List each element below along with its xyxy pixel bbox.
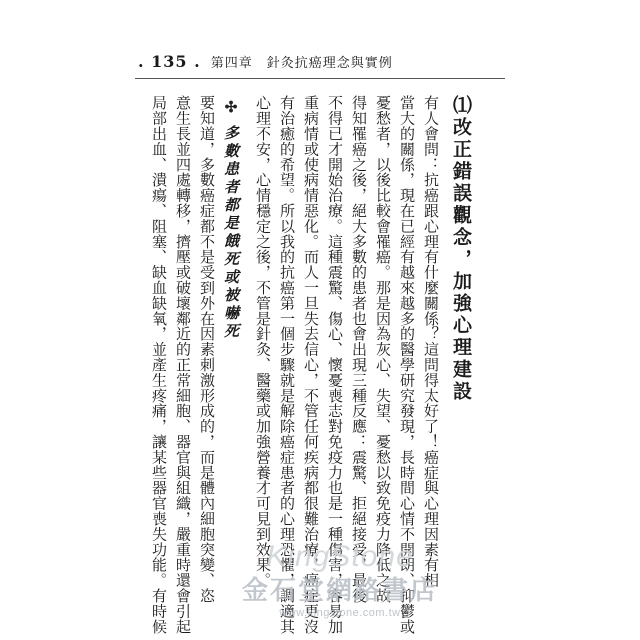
- watermark-brand: KingStone: [266, 540, 414, 573]
- text-column-4: 得知罹癌之後，絕大多數的患者也會出現三種反應：震驚、拒絕接受，最後: [350, 95, 368, 604]
- text-column-9: 要知道，多數癌症都不是受到外在因素刺激形成的，而是體內細胞突變、恣: [198, 95, 216, 604]
- text-column-1: 有人會問：抗癌跟心理有什麼關係？這問得太好了！癌症與心理因素有相: [422, 95, 440, 588]
- sub-heading-text: 多數患者都是餓死或被嚇死: [222, 125, 240, 341]
- text-column-2: 當大的關係，現在已經有越來越多的醫學研究發現，長時間心情不開朗、抑鬱或: [398, 95, 416, 634]
- text-column-7: 有治癒的希望。所以我的抗癌第一個步驟就是解除癌症患者的心理恐懼，調適其: [278, 95, 296, 634]
- watermark-name: 金石堂網路書店: [241, 576, 438, 606]
- sub-heading: [222, 98, 239, 341]
- watermark: [230, 540, 450, 630]
- page-number: . 135 .: [138, 52, 201, 71]
- cross-bullet-icon: ✣: [222, 98, 240, 119]
- text-column-11: 局部出血、潰瘍、阻塞、缺血缺氧，並產生疼痛，讓某些器官喪失功能。有時候: [150, 95, 168, 634]
- text-column-3: 憂愁者，以後比較會罹癌。那是因為灰心、失望、憂愁以致免疫力降低之故: [374, 95, 392, 604]
- watermark-url: www.kingstone.com.tw: [279, 607, 401, 619]
- text-column-8: 心理不安，心情穩定之後，不管是針灸、醫藥或加強營養才可見到效果。: [254, 95, 272, 588]
- text-column-6: 重病情或使病情惡化。而人一旦失去信心，不管任何疾病都很難治療，癌症更沒: [302, 95, 320, 634]
- chapter-title: 第四章 針灸抗癌理念與實例: [210, 56, 393, 71]
- header-rule: [135, 78, 505, 79]
- text-column-5: 不得已才開始治療。這種震驚、傷心、懷憂喪志對免疫力也是一種傷害，容易加: [326, 95, 344, 634]
- page-header: [138, 52, 393, 71]
- section-title: ⑴改正錯誤觀念，加強心理建設: [450, 95, 472, 403]
- text-column-10: 意生長並四處轉移，擠壓或破壞鄰近的正常細胞、器官與組織，嚴重時還會引起: [174, 95, 192, 634]
